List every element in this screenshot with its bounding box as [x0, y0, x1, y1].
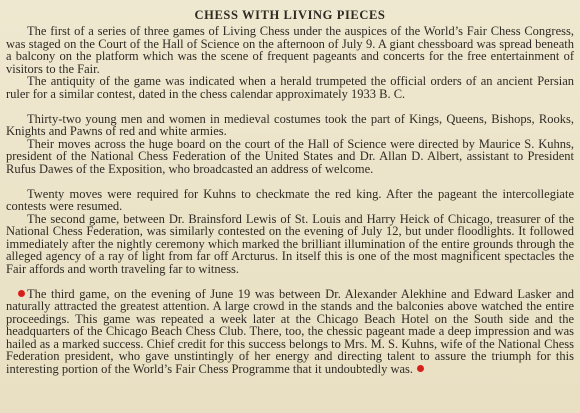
red-dot-marker-end — [417, 365, 424, 372]
paragraph-6 — [6, 213, 574, 276]
paragraph-5 — [6, 188, 574, 213]
paragraph-7-text: The third game, on the evening of June 19 was between Dr. Alexander Alekhine and Edward Lasker and naturally attracted the greatest attention. A large crowd in the stands and the balconies above watched the entire proceedings. This game was repeated a week later at the Chicago Beach Hotel on the South side and the headquarters of the Chicago Beach Chess Club. There, too, the chessic pageant made a deep impression and was hailed as a marked success. Chief credit for this success belongs to Mrs. M. S. Kuhns, wife of the National Chess Federation president, who gave unstintingly of her energy and directing talent to assure the triumph for this interesting portion of the World’s Fair Chess Programme that it undoubtedly was. — [6, 286, 574, 376]
article-title: CHESS WITH LIVING PIECES — [194, 8, 386, 22]
paragraph-3 — [6, 113, 574, 138]
paragraph-2-text: The antiquity of the game was indicated when a herald trumpeted the official orders of an ancient Persian ruler for a similar contest, dated in the chess calendar approximately 1933 B. C. — [6, 74, 574, 101]
red-dot-marker-start — [18, 290, 25, 297]
paragraph-2 — [6, 75, 574, 100]
paragraph-5-text: Twenty moves were required for Kuhns to checkmate the red king. After the pageant the intercollegiate contests were resumed. — [6, 186, 574, 213]
paragraph-3-text: Thirty-two young men and women in medieval costumes took the part of Kings, Queens, Bishops, Rooks, Knights and Pawns of red and white armies. — [6, 111, 574, 138]
paragraph-4-text: Their moves across the huge board on the court of the Hall of Science were directed by Maurice S. Kuhns, president of the National Chess Federation of the United States and Dr. Allan D. Albert, assistant to President Rufus Dawes of the Exposition, who broadcasted an address of welcome. — [6, 136, 574, 176]
paragraph-1-text: The first of a series of three games of Living Chess under the auspices of the World’s Fair Chess Congress, was staged on the Court of the Hall of Science on the afternoon of July 9. A giant chessboard was spread beneath a balcony on the platform which was the scene of frequent pageants and concerts for the free entertainment of visitors to the Fair. — [6, 24, 574, 76]
paragraph-1 — [6, 25, 574, 75]
paragraph-6-text: The second game, between Dr. Brainsford Lewis of St. Louis and Harry Heick of Chicago, treasurer of the National Chess Federation, was similarly contested on the evening of July 12, but under floodlights. It followed immediately after the nightly ceremony which marked the brilliant illumination of the entire grounds through the alleged agency of a ray of light from far off Arcturus. In itself this is one of the most magnificent spectacles the Fair affords and worth traveling far to witness. — [6, 211, 574, 276]
paragraph-7 — [6, 288, 574, 376]
paragraph-4 — [6, 138, 574, 176]
